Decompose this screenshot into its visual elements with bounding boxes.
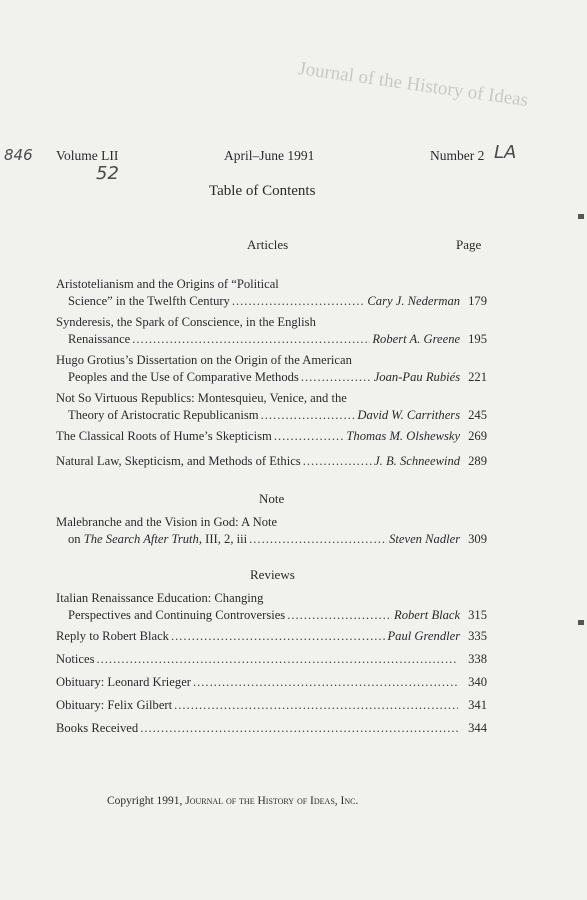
section-heading-articles: Articles — [247, 237, 289, 252]
entry-page: 221 — [468, 370, 487, 384]
toc-entry[interactable] — [56, 720, 487, 737]
dot-leader — [171, 628, 385, 645]
entry-page: 340 — [468, 675, 487, 689]
entry-title-line1: Hugo Grotius’s Dissertation on the Origin of the American — [56, 353, 352, 367]
entry-title-line1: Italian Renaissance Education: Changing — [56, 591, 264, 605]
issue-date: April–June 1991 — [224, 148, 315, 163]
toc-entry[interactable] — [56, 628, 487, 645]
toc-entry[interactable] — [56, 674, 487, 691]
entry-title: Notices — [56, 652, 95, 666]
volume-label: Volume LII — [56, 148, 119, 163]
entry-page: 179 — [468, 294, 487, 308]
entry-title: Obituary: Felix Gilbert — [56, 698, 173, 712]
entry-page: 269 — [468, 429, 487, 443]
dot-leader — [261, 407, 356, 424]
dot-leader — [301, 369, 372, 386]
dot-leader — [140, 720, 458, 737]
toc-entry[interactable] — [56, 390, 487, 424]
toc-entry[interactable] — [56, 428, 487, 445]
entry-page: 289 — [468, 454, 487, 468]
entry-page: 335 — [468, 629, 487, 643]
entry-author: Steven Nadler — [389, 532, 461, 546]
dot-leader — [287, 607, 392, 624]
handwritten-annotation-volume: 52 — [96, 163, 119, 184]
entry-title-line2: Peoples and the Use of Comparative Methods — [68, 370, 299, 384]
entry-page: 338 — [468, 652, 487, 666]
entry-page: 195 — [468, 332, 487, 346]
copyright-line: Copyright 1991, Journal of the History of Ideas, Inc. — [107, 795, 359, 807]
entry-title: Obituary: Leonard Krieger — [56, 675, 191, 689]
edge-mark — [578, 214, 584, 219]
toc-entry[interactable] — [56, 514, 487, 548]
toc-entry[interactable] — [56, 697, 487, 714]
entry-title-line1: Synderesis, the Spark of Conscience, in the English — [56, 315, 316, 329]
issue-number: Number 2 — [430, 148, 485, 163]
entry-title: Reply to Robert Black — [56, 629, 169, 643]
toc-entry[interactable] — [56, 590, 487, 624]
dot-leader — [96, 651, 458, 668]
toc-entry[interactable] — [56, 314, 487, 348]
entry-author: Thomas M. Olshewsky — [346, 429, 461, 443]
entry-title: Books Received — [56, 721, 139, 735]
entry-author: Robert Black — [394, 608, 461, 622]
entry-title: The Classical Roots of Hume’s Skepticism — [56, 429, 272, 443]
entry-page: 309 — [468, 532, 487, 546]
bleed-through-title: Journal of the History of Ideas — [297, 58, 530, 112]
dot-leader — [274, 428, 345, 445]
entry-author: Joan-Pau Rubiés — [373, 370, 461, 384]
entry-page: 315 — [468, 608, 487, 622]
entry-title-line2: on The Search After Truth, III, 2, iii — [68, 532, 248, 546]
section-heading-reviews: Reviews — [250, 567, 295, 582]
toc-entry[interactable] — [56, 276, 487, 310]
dot-leader — [174, 697, 458, 714]
entry-author: Cary J. Nederman — [367, 294, 461, 308]
dot-leader — [132, 331, 370, 348]
handwritten-annotation-right: LA — [494, 142, 517, 163]
dot-leader — [249, 531, 387, 548]
toc-entry[interactable] — [56, 453, 487, 470]
toc-entry[interactable] — [56, 651, 487, 668]
entry-title-line2: Perspectives and Continuing Controversies — [68, 608, 286, 622]
entry-author: Paul Grendler — [387, 629, 461, 643]
entry-title-line1: Not So Virtuous Republics: Montesquieu, Venice, and the — [56, 391, 347, 405]
section-heading-note: Note — [259, 491, 285, 506]
handwritten-annotation-left: 846 — [4, 146, 33, 164]
toc-entry[interactable] — [56, 352, 487, 386]
entry-title-line1: Malebranche and the Vision in God: A Note — [56, 515, 278, 529]
entry-author: David W. Carrithers — [357, 408, 461, 422]
entry-page: 341 — [468, 698, 487, 712]
entry-title: Natural Law, Skepticism, and Methods of Ethics — [56, 454, 301, 468]
entry-title-line1: Aristotelianism and the Origins of “Political — [56, 277, 279, 291]
page-column-heading: Page — [456, 237, 482, 252]
dot-leader — [303, 453, 372, 470]
publisher-name: Journal of the History of Ideas, Inc. — [185, 795, 359, 807]
dot-leader — [193, 674, 458, 691]
entry-title-line2: Theory of Aristocratic Republicanism — [68, 408, 259, 422]
page-title: Table of Contents — [209, 183, 316, 199]
dot-leader — [232, 293, 366, 310]
entry-author: Robert A. Greene — [372, 332, 461, 346]
entry-page: 245 — [468, 408, 487, 422]
entry-title-line2: Renaissance — [68, 332, 131, 346]
entry-title-line2: Science” in the Twelfth Century — [68, 294, 230, 308]
book-title: The Search After Truth, — [83, 532, 202, 546]
entry-page: 344 — [468, 721, 487, 735]
entry-author: J. B. Schneewind — [374, 454, 461, 468]
edge-mark — [578, 620, 584, 625]
